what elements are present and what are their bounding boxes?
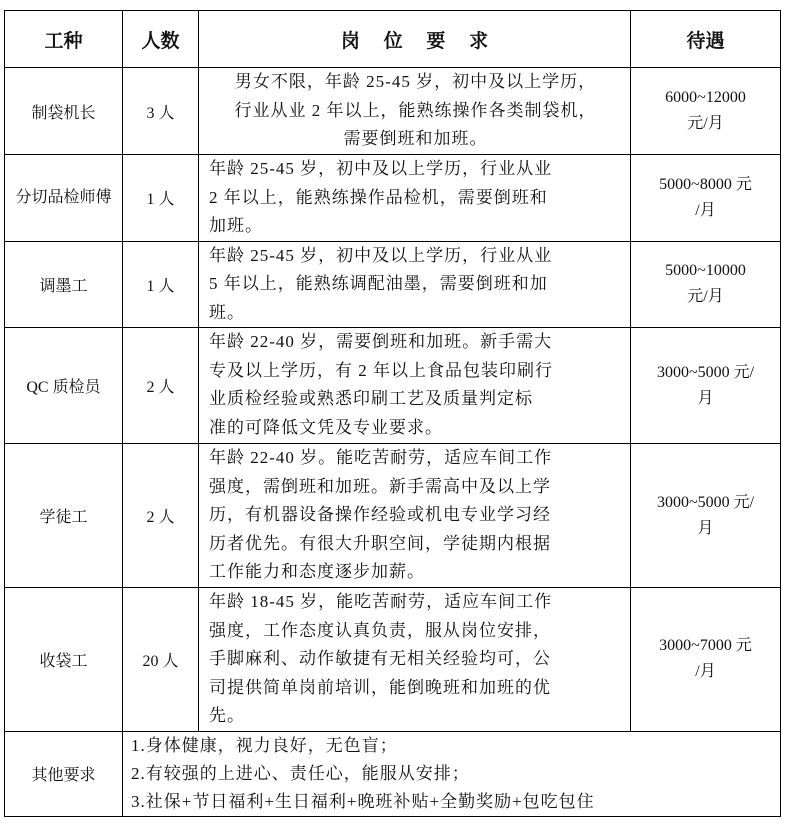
pay-cell: 5000~8000 元 /月	[631, 155, 781, 242]
pay-cell: 5000~10000 元/月	[631, 241, 781, 328]
requirement-cell: 年龄 25-45 岁，初中及以上学历，行业从业 2 年以上，能熟练操作品检机，需要倒班和 加班。	[199, 155, 631, 242]
pay-cell: 3000~5000 元/ 月	[631, 444, 781, 588]
header-row	[5, 11, 781, 68]
job-cell: 学徒工	[5, 444, 123, 588]
header-count: 人数	[123, 11, 199, 68]
header-job: 工种	[5, 11, 123, 68]
pay-cell: 3000~5000 元/ 月	[631, 328, 781, 444]
job-cell: 分切品检师傅	[5, 155, 123, 242]
count-cell: 1 人	[123, 241, 199, 328]
requirement-cell: 男女不限，年龄 25-45 岁，初中及以上学历， 行业从业 2 年以上，能熟练操作各类制袋机， 需要倒班和加班。	[199, 68, 631, 155]
other-item: 3.社保+节日福利+生日福利+晚班补贴+全勤奖励+包吃包住	[131, 791, 595, 811]
job-cell: QC 质检员	[5, 328, 123, 444]
requirement-cell: 年龄 22-40 岁，需要倒班和加班。新手需大 专及以上学历，有 2 年以上食品包装印刷行 业质检经验或熟悉印刷工艺及质量判定标 准的可降低文凭及专业要求。	[199, 328, 631, 444]
other-requirements-list	[123, 731, 781, 816]
table-row	[5, 241, 781, 328]
other-label: 其他要求	[5, 731, 123, 816]
count-cell: 1 人	[123, 155, 199, 242]
count-cell: 20 人	[123, 588, 199, 732]
job-cell: 收袋工	[5, 588, 123, 732]
table-row	[5, 328, 781, 444]
table-row	[5, 444, 781, 588]
requirement-cell: 年龄 22-40 岁。能吃苦耐劳，适应车间工作 强度，需倒班和加班。新手需高中及以上学 历，有机器设备操作经验或机电专业学习经 历者优先。有很大升职空间，学徒期内根据 工作能力和态度逐步加薪。	[199, 444, 631, 588]
requirement-cell: 年龄 18-45 岁，能吃苦耐劳，适应车间工作 强度，工作态度认真负责，服从岗位安排， 手脚麻利、动作敏捷有无相关经验均可，公 司提供简单岗前培训，能倒晚班和加班的优 先。	[199, 588, 631, 732]
pay-cell: 3000~7000 元 /月	[631, 588, 781, 732]
other-item: 2.有较强的上进心、责任心，能服从安排；	[131, 763, 470, 783]
other-requirements-row	[5, 731, 781, 816]
count-cell: 2 人	[123, 444, 199, 588]
table-row	[5, 68, 781, 155]
header-pay: 待遇	[631, 11, 781, 68]
table-row	[5, 588, 781, 732]
count-cell: 2 人	[123, 328, 199, 444]
job-cell: 调墨工	[5, 241, 123, 328]
requirement-cell: 年龄 25-45 岁，初中及以上学历，行业从业 5 年以上，能熟练调配油墨，需要倒班和加 班。	[199, 241, 631, 328]
job-table	[4, 10, 781, 817]
header-requirements: 岗 位 要 求	[199, 11, 631, 68]
other-item: 1.身体健康，视力良好，无色盲；	[131, 735, 398, 755]
pay-cell: 6000~12000 元/月	[631, 68, 781, 155]
table-row	[5, 155, 781, 242]
count-cell: 3 人	[123, 68, 199, 155]
job-cell: 制袋机长	[5, 68, 123, 155]
